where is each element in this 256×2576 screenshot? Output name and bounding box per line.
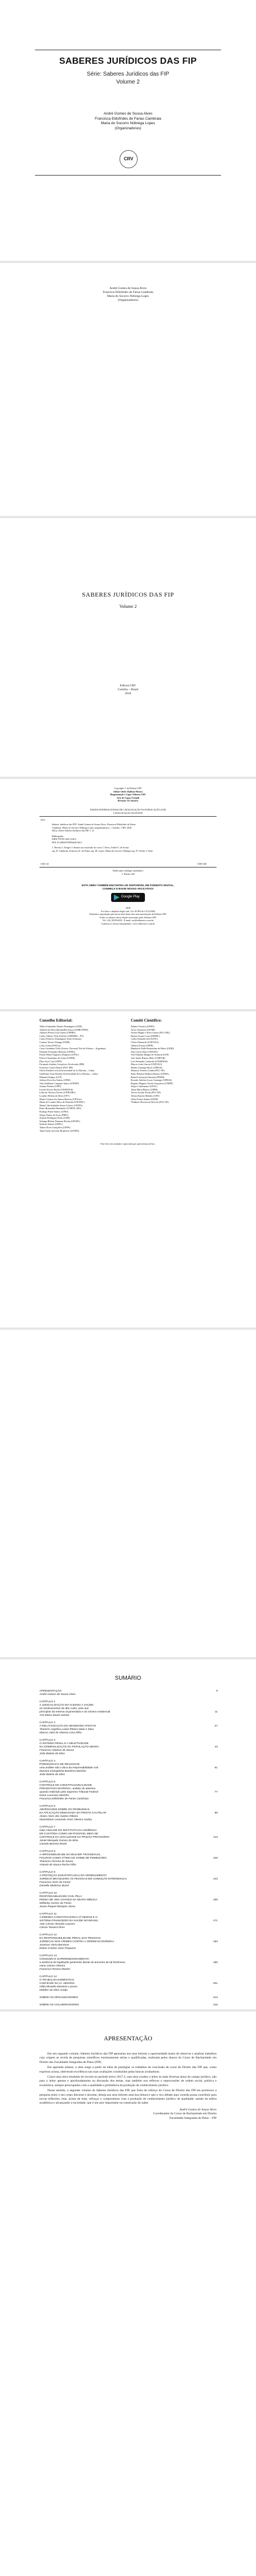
councils-page	[0, 1011, 256, 1328]
toc-entry[interactable]	[39, 1934, 218, 1951]
cip-title: DADOS INTERNACIONAIS DE CATALOGAÇÃO NA PUBLICAÇÃO (CIP)	[90, 808, 166, 811]
credit-line: Editor-chefe: Railson Moura	[113, 790, 143, 793]
presentation-signature	[39, 2108, 217, 2121]
council-member: João Adalberto Campato Junior (UNESP)	[39, 1081, 80, 1085]
toc-title-line: CONTROLE DE CONSTITUCIONALIDADE	[39, 1784, 92, 1787]
toc-page-number: 215	[213, 2004, 218, 2007]
presentation-body	[39, 2052, 217, 2121]
editorial-council-list	[39, 1025, 129, 1132]
organizers-block	[0, 287, 256, 303]
half-title-publisher	[0, 684, 256, 696]
toc-author: André Gomes de Sousa Alves	[39, 1693, 76, 1696]
council-member: Humberto Dalla Bernardina de Pinho (UERJ)	[131, 1047, 174, 1050]
toc-page-number: 201	[213, 1982, 218, 1985]
half-title: SABERES JURÍDICOS DAS FIP	[82, 592, 174, 598]
credit-line: Arte de Capa: Freepik	[116, 796, 140, 799]
presentation-title: APRESENTAÇÃO	[104, 2035, 152, 2042]
toc-chapter-label: CAPÍTULO 8	[39, 1850, 55, 1853]
council-member: Jean Carlos Dias (CESUPA)	[131, 1050, 158, 1053]
cdd-code: CDD 340	[197, 862, 207, 865]
toc-page-number: 77	[214, 1791, 218, 1794]
toc-chapter-label: CAPÍTULO 13	[39, 1955, 57, 1957]
toc-page-number: 143	[213, 1878, 218, 1881]
council-member: Cesar Gerónimo Tello (Univer. Nacional Três de Febrero – Argentina)	[39, 1047, 106, 1050]
council-member: Arthur Magno e Silva Guerra (PUC-MG)	[131, 1031, 170, 1035]
council-member: Leonel Severo Rocha (UNISINOS)	[39, 1088, 73, 1091]
legal-line: Foi feito o depósito legal conf. Lei 10.994 de 14/12/2004	[101, 909, 155, 913]
cip-code: S411	[41, 818, 46, 821]
credits-header	[0, 787, 256, 803]
toc-chapter-label: CAPÍTULO 14	[39, 1975, 57, 1978]
toc-chapter-label: CAPÍTULO 3	[39, 1739, 55, 1742]
toc-title-line: COM BASE NA LC 150/2015	[39, 1982, 74, 1985]
presentation-page	[0, 2012, 256, 2576]
cover-organizers	[0, 112, 256, 131]
toc-title-line: SOBRE OS COLABORADORES	[39, 2004, 80, 2007]
toc-author: Kiane Lourenço Marinho Francisca Eldofrides de Farias Cambraia	[39, 1794, 89, 1800]
council-member: José Eduardo Rangel de Alckmin (USP)	[131, 1053, 169, 1057]
council-member: Carlos Eduardo Sell (UFSC)	[131, 1037, 158, 1041]
council-member: Rogério Magnus Varela Gonçalves (UNIPÊ)	[131, 1081, 173, 1085]
toc-title-line: RESPONSABILIDADE CIVIL PELA	[39, 1895, 82, 1898]
toc-title-line: A IMPOSSIBILIDADE DA MULHER TRANSEXUAL	[39, 1854, 101, 1856]
legal-line: Proibida a reprodução parcial ou total desta obra sem autorização da Editora CRV	[89, 913, 167, 915]
cip-line: Cambraia, Maria do Socorro Nóbrega Lopes (organizadores) – Curitiba : CRV, 2018.	[52, 826, 133, 829]
toc-title-line: quando realizado pelo Supremo Tribunal Federal	[39, 1791, 98, 1794]
cdu-code: CDU 34	[41, 862, 49, 865]
credits-page	[0, 779, 256, 1009]
store-label: Google Play	[121, 895, 140, 899]
presentation-paragraph: Em seu segundo volume, Saberes Jurídicos das FIP apresenta aos seus leitores a oportunidade maior de observar e analisar trabalhos cujo origem se revela de pesquisas científicas extremamente sérias e qualificadas, realizada pelos alunos do Curso de Bacharelado em Direito das Faculdades Integradas de Patos (FIP).	[39, 2052, 217, 2064]
council-member: Clóvis Demarchi (UNIVALI)	[131, 1040, 159, 1044]
publisher-name: Editora CRV	[120, 684, 136, 687]
council-member: Tadeu Oliver Gonçalves (UFPA)	[39, 1126, 70, 1129]
toc-page-number: 43	[214, 1746, 218, 1749]
council-member: Josania Portela (UFPI)	[39, 1085, 61, 1088]
presentation-paragraph: Nesse sentido, o segundo volume do Saberes Jurídicos das FIP, que fruto do esforço do Curso de Direito das FIP em promover a pesquisa entre o seu corpo discente e docente, deseja aos seus leitores uma boa leitura e que o rico debate aqui contido possa contribuir para novas reflexões, mas, acima de tudo, reforçar o compromisso com a produção de conhecimento jurídico de qualidade, saindo da esfera acadêmica e alcançando a sociedade, que é um ator importante na construção do saber.	[39, 2089, 217, 2105]
cip-line: Bibliografia	[52, 834, 64, 838]
toc-chapter-label: CAPÍTULO 10	[39, 1892, 57, 1895]
signature-role: Coordenador do Curso de Bacharelado em Direito	[153, 2112, 217, 2116]
toc-chapter-label: CAPÍTULO 2	[39, 1721, 55, 1724]
toc-author: Francisca Alves de Farias Danielle Medeiros Brasil	[39, 1881, 71, 1887]
toc-author: Mariana Evangelista Bandeira Marinho João Batista da Silva	[39, 1770, 86, 1776]
toc-entry[interactable]	[39, 1913, 218, 1930]
toc-entry[interactable]	[39, 2004, 218, 2007]
organizer-1: André Gomes de Sousa Alves	[103, 112, 153, 116]
toc-author: Thamiris Angélica Loiola Ribeiro Maia e Silva Marcos Jaiel de Oliveira Lima Filho	[39, 1728, 94, 1734]
summary-title: SUMÁRIO	[114, 1675, 142, 1681]
toc-title-line: A PROTEÇÃO (INJUSTIFICADA) DO ORDENAMENTO	[39, 1874, 107, 1877]
council-member: Paulo Romualdo Hernandes (UNIFAL-MG)	[39, 1107, 82, 1110]
council-member: Beatriz Souza Costa (ESDHC)	[131, 1034, 160, 1037]
toc-author: Alan Cássio Almeida Loureiro Cássio Teixeira Pires	[39, 1923, 76, 1929]
publisher-year: 2018	[125, 692, 131, 695]
council-member: Lourdes Helena da Silva (UFV)	[39, 1094, 70, 1098]
toc-title-line: NA CRIMINALIZAÇÃO DA POPULAÇÃO NEGRA	[39, 1746, 99, 1749]
toc-entry[interactable]	[39, 1690, 218, 1697]
toc-page-number: 159	[213, 1899, 218, 1902]
council-member: Ricardo Antônio Lucas Camargo (UFRGS)	[131, 1079, 172, 1082]
council-member: Vladimir Oliveira da Silveira (PUC-SP)	[131, 1101, 169, 1104]
toc-entry[interactable]	[39, 1996, 218, 2000]
cip-subtitle: CATALOGAÇÃO NA FONTE	[113, 811, 143, 814]
toc-entry[interactable]	[39, 1721, 218, 1735]
editorial-council-title: Conselho Editorial:	[39, 1018, 73, 1023]
cip-bottom-rule	[39, 867, 217, 868]
cip-line: DOI 10.24824/978854443146.5	[52, 840, 82, 844]
toc-chapter-label: CAPÍTULO 4	[39, 1760, 55, 1763]
council-member: Fernando Antônio Gonçalves Alcoforado (IPB)	[39, 1063, 85, 1066]
council-member: Tobias Barreto Mendes (UFS)	[131, 1094, 160, 1098]
council-member: Luis Fernando Centurião (UNISINOS)	[131, 1059, 168, 1063]
council-member: Lídia de Oliveira Xavier (UNIEURO)	[39, 1091, 76, 1094]
council-member: José Jaurès Ramos Melo (UNIFOR)	[131, 1056, 165, 1059]
council-member: Gloria Fariñas León (Universidade de La Havana – Cuba)	[39, 1069, 95, 1072]
toc-title-line: A EMENDA CONSTITUCIONAL Nº 95/2016 E O	[39, 1916, 98, 1919]
toc-chapter-label: CAPÍTULO 6	[39, 1805, 55, 1808]
council-member: Elione Maria Nogueira Diogenes (UFAL)	[39, 1053, 79, 1057]
toc-title-line: A JUDICIALIZAÇÃO DO ACESSO À SAÚDE:	[39, 1704, 94, 1707]
scientific-committee-list	[131, 1025, 215, 1104]
toc-title-line: PORNOGRAFIA DE REVANCHE:	[39, 1763, 81, 1766]
toc-author: Williasky Gomes de Farias Joana Raquel Marques Abreu	[39, 1902, 76, 1908]
cover-page	[0, 0, 256, 261]
credit-line: Copyright © da Editora CRV	[114, 787, 142, 790]
council-member: Marcos Leite Garcia (UNIVALI)	[131, 1063, 162, 1066]
council-member: Rodrigo Pratte-Santos (UFES)	[39, 1110, 69, 1114]
council-member: Elizeu Clementino de Souza (UNEB)	[39, 1056, 75, 1059]
toc-entry[interactable]	[39, 1975, 218, 1992]
toc-page-number: 195	[213, 1961, 218, 1964]
toc-entry[interactable]	[39, 1826, 218, 1846]
council-member: Sérgio Nunes de Jesus (IFRO)	[39, 1113, 68, 1116]
toc-page-number: 171	[213, 1920, 218, 1922]
organizers-page	[0, 263, 256, 516]
toc-page-number: 11	[215, 1711, 218, 1714]
toc-author: Francisco Vladson de Sousa João Batista da Silva	[39, 1749, 74, 1755]
legal-line: Conheça os nossos lançamentos: www.editoracrv.com.br	[101, 922, 155, 925]
council-member: Aldira Guimarães Duarte Domínguez (UNB)	[39, 1025, 82, 1028]
ebook-notice	[0, 884, 256, 891]
council-member: Élsio José Corá (UFFS)	[39, 1059, 62, 1063]
cip-heading	[0, 808, 256, 814]
toc-title-line: CONSUMO E SUPERENDIVIDAMENTO:	[39, 1958, 90, 1961]
blank-page	[0, 1330, 256, 1657]
toc-title-line: princípios da reserva orçamentária e do mínimo existencial	[39, 1711, 111, 1714]
council-member: Rafael Lazzarotto Simioni (FDSM)	[131, 1075, 165, 1079]
council-member: Maria Lília Imbiriba Sousa Colares (UFOPA)	[39, 1103, 83, 1107]
cip-line: 204 p. (Série Saberes Jurídicos das FIP, v. 2)	[52, 829, 94, 832]
council-member: Antônio Pereira Gaio Júnior (UFRRJ)	[39, 1031, 76, 1035]
council-member: Jailson Alves dos Santos (UFRJ)	[39, 1079, 70, 1082]
council-member: Teresa Arruda Alvim (PUC-SP)	[131, 1091, 161, 1094]
legal-line: Tel.: (41) 3039-6418 - E-mail: sac@editoracrv.com.br	[102, 919, 154, 922]
council-member: Marilu Gonzaga Rizzo (UFRGS)	[131, 1066, 162, 1069]
organizer-2: Francisca Eldofrides de Farias Cambraia	[103, 291, 153, 294]
toc-entry[interactable]	[39, 1871, 218, 1888]
cover-title: SABERES JURÍDICOS DAS FIP	[59, 56, 197, 66]
toc-title-line: SOBRE OS ORGANIZADORES	[39, 1996, 78, 1999]
ebook-line: CONHEÇA E BAIXE NOSSO APLICATIVO!	[102, 887, 154, 890]
council-member: Maurício Ferreira Cunha (PUC-SP)	[131, 1069, 165, 1072]
organizer-1: André Gomes de Sousa Alves	[109, 287, 147, 290]
council-member: Valter Foleto Santin (UENP)	[131, 1097, 158, 1101]
crv-logo: CRV	[120, 150, 138, 168]
toc-entry[interactable]	[39, 1701, 218, 1718]
organizers-label: (Organizadores)	[114, 126, 142, 130]
toc-title-line: JURÍDICO BRASILEIRO ÀS PESSOAS EM CONDIÇÃO INTERSEXUAL	[39, 1878, 127, 1881]
toc-chapter-label: CAPÍTULO 9	[39, 1871, 55, 1874]
toc-chapter-label: CAPÍTULO 5	[39, 1781, 55, 1784]
half-title-volume: Volume 2	[119, 604, 137, 609]
council-member: Maria de Lourdes Pinto de Almeida (UNOESC)	[39, 1101, 85, 1104]
review-note: Este livro foi avaliado e aprovado por pareceristas ad hoc.	[100, 1142, 156, 1145]
systematic-index	[0, 869, 256, 875]
signature-name: André Gomes de Sousa Alves	[179, 2108, 217, 2111]
toc-entry[interactable]	[39, 1781, 218, 1801]
toc-entry[interactable]	[39, 1739, 218, 1756]
council-member: Sydione Santos (UEPG)	[39, 1123, 63, 1126]
council-member: Andréia da Silva Quintanilha Sousa (UNIR/UFRN)	[39, 1028, 89, 1031]
toc-title-line: CONTROLE DA LEGALIDADE DA PRISÃO PROVISÓRIA	[39, 1836, 110, 1839]
council-member: Guillermo Arias Beatón (Universidade de La Havana – Cuba)	[39, 1072, 98, 1075]
cover-subtitle: Série: Saberes Jurídicos das FIP	[86, 71, 170, 77]
toc-title-line: O TRABALHO DOMÉSTICO	[39, 1979, 74, 1982]
toc-title-line: PERDA DE UMA CHANCE NA SEARA MÉDICA	[39, 1899, 98, 1902]
toc-chapter-label: CAPÍTULO 7	[39, 1826, 55, 1829]
organizer-3: Maria do Socorro Nóbrega Lopes	[107, 295, 149, 298]
presentation-paragraph: Em apertada síntese, a obra surge a partir da ideia de prestigiar os trabalhos de conclusão de curso de Direito das FIP que, como expresso acima, obtiveram excelência nas suas avaliações conduzidas pelas bancas avaliadoras.	[39, 2066, 217, 2074]
cip-record	[52, 823, 217, 852]
organizers-label: (Organizadores)	[118, 299, 138, 302]
council-member: Francisco Carlos Duarte (PUC-PR)	[39, 1066, 73, 1069]
toc-chapter-label: CAPÍTULO 1	[39, 1701, 55, 1703]
toc-author: Josemar Vieira Barreiros Elaine Cristine Alves Pequeno	[39, 1944, 76, 1950]
toc-title-line: a ausência de legislação pertinente diante do aumento de tal fenômeno	[39, 1961, 126, 1964]
toc-author: Janiel Mesquita Gomes da Silva Camelo Barreiro Brasil	[39, 1839, 78, 1846]
council-member: Gilberto Farias (UFPR)	[131, 1044, 153, 1047]
signature-institution: Faculdades Integradas de Patos – FIP	[169, 2116, 217, 2120]
toc-author: Thamires Ferreira de Sousa Antonio de Sousa Rocha Filho	[39, 1860, 76, 1867]
toc-page-number: 95	[214, 1812, 218, 1815]
toc-page-number: 27	[214, 1725, 218, 1728]
council-member: Carmen Tereza Velanga (UNIR)	[39, 1040, 70, 1044]
council-member: Alceu Tomazoni (UFSM)	[131, 1028, 155, 1031]
toc-entry[interactable]	[39, 1892, 218, 1909]
toc-entry[interactable]	[39, 1955, 218, 1972]
cip-line: Saberes Jurídicos das FIP / André Gomes de Sousa Alves, Francisca Eldofrides de Farias	[52, 823, 136, 826]
council-member: Tânia Maria Ramos (UFPB)	[131, 1088, 158, 1091]
council-member: Maria Cristina dos Santos Bezerra (UFSCar)	[39, 1097, 82, 1101]
toc-chapter-label: CAPÍTULO 11	[39, 1913, 57, 1916]
publisher-city: Curitiba – Brasil	[117, 688, 139, 691]
summary-page	[0, 1659, 256, 2009]
cip-line: ISBN 978-85-444-3146-5	[52, 838, 77, 840]
legal-notice	[0, 906, 256, 925]
legal-line: 2018	[125, 906, 131, 909]
legal-line: Todos os direitos desta edição reservados pela: Editora CRV	[99, 915, 157, 919]
council-member: Carlos Federico Dominguez Avila (Unieuro)	[39, 1037, 82, 1041]
credit-line: Revisão: Os Autores	[117, 799, 139, 802]
council-member: Helmuth Krüger (UCP)	[39, 1075, 62, 1079]
council-member: Carlos Alberto Vilar Estêvão (UMINHO – PT)	[39, 1034, 84, 1037]
play-store-icon	[113, 894, 120, 901]
council-member: Celso Conti (UFSCar)	[39, 1044, 61, 1047]
toc-title-line: A RELATIVIZAÇÃO DO ABANDONO AFETIVO	[39, 1725, 96, 1728]
council-member: Paulo Roberto Barbosa Ramos (UFMA)	[131, 1072, 169, 1075]
toc-title-line: DA RESPONSABILIDADE PENAL DAS PESSOAS	[39, 1937, 101, 1940]
council-member: Tania Suely Azevedo Brasileiro (UFOPA)	[39, 1129, 80, 1132]
index-label: Índice para catálogo sistemático	[113, 869, 143, 872]
presentation-paragraph: Como uma obra resultado do recorte no período letivo 2017.2, esta obra conduz o leitor às mais diversas áreas do campo jurídico, não para o leitor apenas o aprofundamento na discussão dos temas, mas também nos reflexos e repercussões de ordem social, política e econômica, sempre preocupados com a qualidade e pertinência da produção de conhecimento jurídico.	[39, 2075, 217, 2087]
toc-page-number: 183	[213, 1940, 218, 1943]
toc-title-line: uma análise sob a ótica da responsabilidade civil	[39, 1767, 98, 1769]
cip-top-rule	[39, 816, 217, 817]
toc-title-line: PREVENTIVO MATERIAL: análise do ativismo	[39, 1788, 96, 1790]
toc-title-line: SISTEMA FINANCEIRO DA SAÚDE NO BRASIL	[39, 1920, 99, 1922]
toc-title-line: DE CUSTÓDIA COMO UM POSSÍVEL MEIO DE	[39, 1833, 99, 1835]
toc-author: Alvaro Alves dos Santos Ribeiro Maximiliano Leonardo Alves Oliveira Godoy	[39, 1815, 92, 1821]
toc-page-number: 9	[216, 1690, 218, 1693]
toc-title-line: APRESENTAÇÃO	[39, 1690, 62, 1693]
scientific-committee-title: Comitê Científico:	[131, 1018, 162, 1023]
bottom-rule	[35, 175, 221, 176]
toc-entry[interactable]	[39, 1760, 218, 1777]
toc-author: Hilda Micaella Monteiro Lucena Klebber da Silva Araújo	[39, 1986, 77, 1992]
organizer-2: Francisca Eldofrides de Farias Cambraia	[95, 116, 161, 121]
ebook-line: ESTA OBRA TAMBÉM ENCONTRA-SE DISPONÍVEL EM FORMATO DIGITAL.	[81, 884, 175, 887]
toc-title-line: ABORDAGEM SOBRE OS PROBLEMAS	[39, 1808, 90, 1811]
toc-page-number: 61	[214, 1767, 218, 1769]
half-title-page	[0, 518, 256, 777]
toc-page-number: 213	[213, 1996, 218, 1999]
credit-line: Diagramação e Capa: Editora CRV	[110, 793, 146, 796]
toc-author: Ana Maria Souza Santos	[39, 1714, 70, 1717]
index-item: 1. Direito 340	[121, 872, 135, 875]
council-member: Eduardo Fernandes Barbosa (UFMG)	[39, 1050, 76, 1053]
toc-author: Hana Clarice Oliveira Francisco Pereira Martins	[39, 1965, 70, 1971]
cip-line: org. II. Cambraia, Francisca E. de Farias org. III. Lopes, Maria do Socorro Nóbrega org. IV. Título V. Série	[52, 849, 153, 852]
cip-line: 1. Direito 2. Artigos 3. Ensino na conclusão do curso I. Alves, André G. de Sousa	[52, 846, 129, 849]
toc-title-line: FIGURAR COMO VÍTIMA NO CRIME DE FEMINICÍDIO	[39, 1857, 107, 1860]
toc-entry[interactable]	[39, 1805, 218, 1822]
toc-title-line: DA APLICAÇÃO DEMASIADA DA PRISÃO CAUTELAR	[39, 1812, 107, 1815]
council-member: Sérgio Cademartori (UFSC)	[131, 1085, 158, 1088]
organizer-3: Maria do Socorro Nóbrega Lopes	[100, 121, 156, 125]
council-member: Solange Helena Ximenes-Rocha (UFOPA)	[39, 1119, 80, 1123]
council-member: Ádamo Ferreira (UFRN)	[131, 1025, 155, 1028]
toc-chapter-label: CAPÍTULO 12	[39, 1934, 57, 1937]
toc-title-line: UMA ANÁLISE DO INSTITUTO DA AUDIÊNCIA	[39, 1829, 97, 1832]
toc-entry[interactable]	[39, 1850, 218, 1867]
toc-page-number: 129	[213, 1857, 218, 1860]
toc-page-number: 113	[213, 1836, 218, 1839]
toc-title-line: O SISTEMA PENAL E A SELETIVIDADE	[39, 1742, 89, 1745]
council-member: Simone Rodrigues Pinto (UNB)	[39, 1116, 70, 1120]
google-play-badge[interactable]	[111, 893, 145, 902]
cover-volume: Volume 2	[116, 79, 140, 85]
toc-title-line: JURÍDICAS NOS CRIMES CONTRA A ORDEM ECONÔMICA	[39, 1940, 114, 1943]
toc-title-line: os medicamentos de alto custo, ante aos	[39, 1707, 89, 1710]
